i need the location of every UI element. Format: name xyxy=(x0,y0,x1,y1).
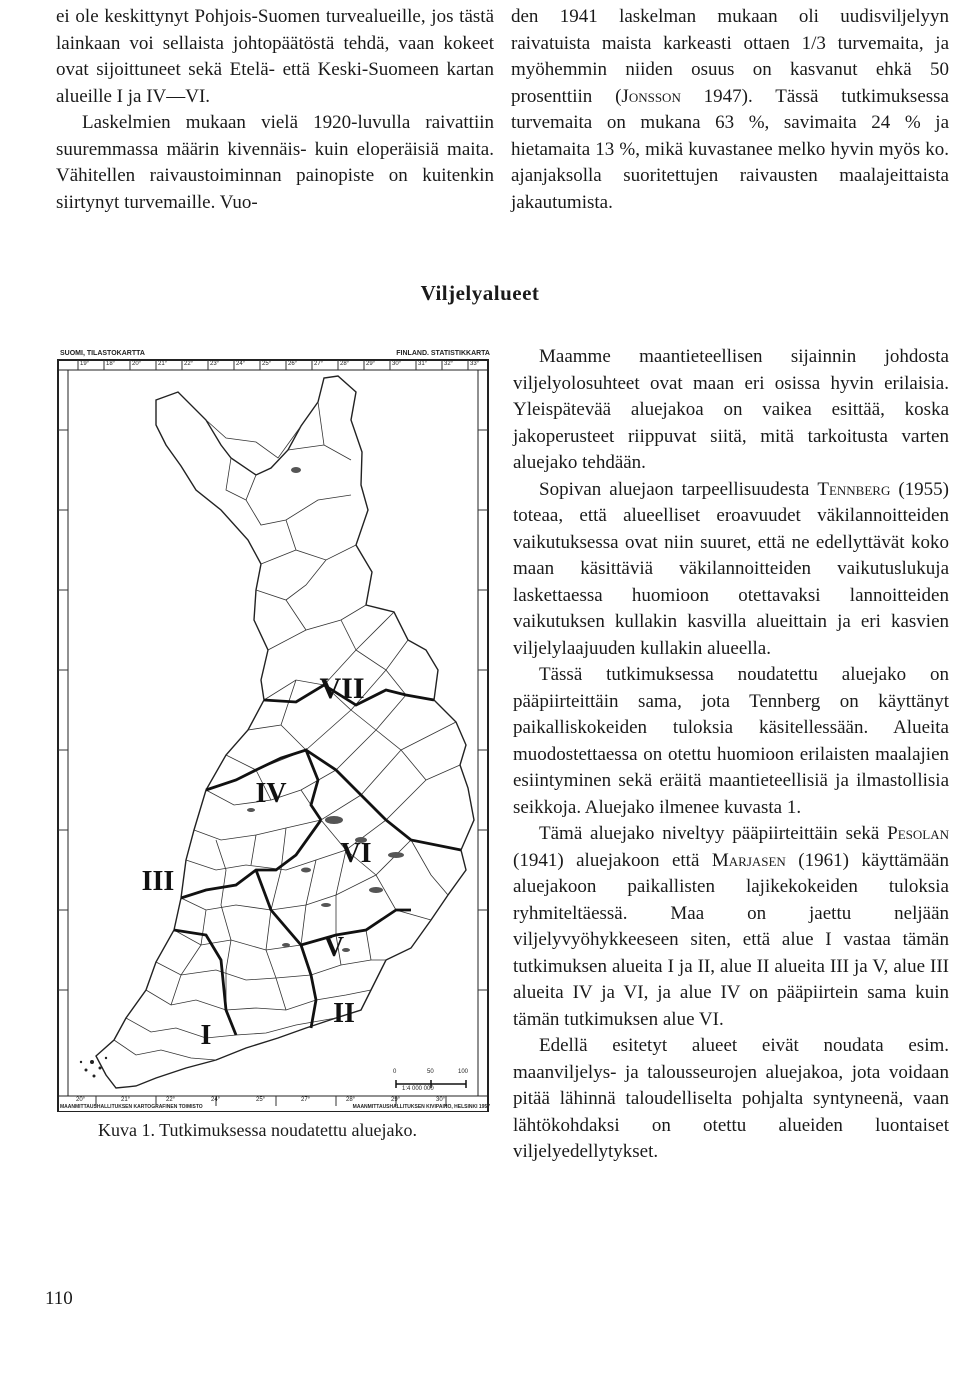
meridian-label-top: 18° xyxy=(106,361,116,367)
meridian-label-top: 24° xyxy=(236,361,246,367)
map-footer-right: MAANMITTAUSHALLITUKSEN KIVIPAINO, HELSINKI 1957 xyxy=(352,1104,490,1110)
paragraph-regions: Tässä tutkimuksessa noudatettu aluejako on pääpiirteittäin sama, jota Tennberg on käyttänyt paikalliskokeiden tuloksia käsitellessään. Alueita muodostettaessa on otettu huomioon erilaisten maalajien esiintyminen sekä eräitä maantieteellisiä ja ilmastollisia seikkoja. Aluejako ilmenee kuvasta 1. xyxy=(513,664,949,818)
region-vii-label: VII xyxy=(319,672,365,705)
meridian-label-bottom: 28° xyxy=(346,1097,356,1103)
paragraph-peat-share: den 1941 laskelman mukaan oli uudisviljelyyn raivatuista maista karkeasti ottaen 1/3 turvemaita, ja myöhemmin niiden osuus on kasvanut ehkä 50 prosenttiin (Jonsson 1947). Tässä tutkimuksessa turvemaita on mukana 63 %, savimaita 24 % ja hietamaita 13 %, mikä kuvastanee melko hyvin myös ko. ajanjaksolla suoritettujen raivausten maalajeittaista jakautumista. xyxy=(511,6,949,213)
meridian-label-bottom: 25° xyxy=(256,1097,266,1103)
scale-tick-0: 0 xyxy=(393,1069,397,1075)
meridian-label-top: 20° xyxy=(132,361,142,367)
meridian-label-bottom: 21° xyxy=(121,1097,131,1103)
map-header-left: SUOMI, TILASTOKARTTA xyxy=(60,350,145,357)
meridian-label-top: 33° xyxy=(470,361,480,367)
meridian-label-bottom: 27° xyxy=(301,1097,311,1103)
meridian-label-bottom: 24° xyxy=(211,1097,221,1103)
meridian-label-top: 22° xyxy=(184,361,194,367)
top-right-column xyxy=(511,4,949,216)
scale-tick-100: 100 xyxy=(458,1069,469,1075)
bottom-right-column xyxy=(513,344,949,1166)
meridian-label-top: 19° xyxy=(80,361,90,367)
meridian-label-top: 28° xyxy=(340,361,350,367)
meridian-label-bottom: 20° xyxy=(76,1097,86,1103)
meridian-label-top: 30° xyxy=(392,361,402,367)
section-heading: Viljelyalueet xyxy=(420,281,540,305)
author-citation: Marjasen xyxy=(711,849,786,871)
paragraph-continued: ei ole keskittynyt Pohjois-Suomen turvealueille, jos tästä lainkaan voi sellaista johtopäätöstä tehdä, vaan kokeet ovat sijoittuneet sekä Etelä- että Keski-Suomeen kartan alueille I ja IV—VI. xyxy=(56,6,494,107)
meridian-label-bottom: 22° xyxy=(166,1097,176,1103)
meridian-label-top: 26° xyxy=(288,361,298,367)
meridian-label-top: 32° xyxy=(444,361,454,367)
scale-tick-50: 50 xyxy=(427,1069,434,1075)
meridian-label-bottom: 30° xyxy=(436,1097,446,1103)
region-i-label: I xyxy=(200,1020,212,1051)
meridian-label-top: 21° xyxy=(158,361,168,367)
meridian-label-top: 25° xyxy=(262,361,272,367)
paragraph-tennberg: Sopivan aluejaon tarpeellisuudesta Tennberg (1955) toteaa, että alueelliset eroavuudet väkilannoitteiden vaikutuksessa ovat niin suuret, että ne edellyttävät koko maan käsittäviä väkilannoitteiden vaikutuslukuja laskettaessa huomioon otettavaksi lannoitteiden vaikutuksen kullakin kasvilla alueittain ja eri kasvien viljelylaajuuden kullakin alueella. xyxy=(513,478,950,659)
meridian-label-top: 23° xyxy=(210,361,220,367)
paragraph-conditions: Maamme maantieteellisen sijainnin johdosta viljelyolosuhteet ovat maan eri osissa hyvin erilaisia. Yleispätevää aluejakoa on vaikea esittää, koska jakoperusteet riippuvat siitä, mitä tarkoitusta varten aluejako tehdään. xyxy=(513,346,949,473)
map-header-right: FINLAND. STATISTIKKARTA xyxy=(396,350,490,357)
figure-map xyxy=(56,350,494,1112)
author-citation: Pesolan xyxy=(887,823,949,844)
region-iv-label: IV xyxy=(255,778,287,809)
meridian-label-top: 29° xyxy=(366,361,376,367)
region-ii-label: II xyxy=(333,998,355,1029)
region-iii-label: III xyxy=(141,866,175,897)
meridian-label-top: 31° xyxy=(418,361,428,367)
region-vi-label: VI xyxy=(340,838,372,869)
author-citation: Jonsson xyxy=(621,85,681,107)
author-citation: Tennberg xyxy=(817,478,891,500)
map-footer-left: MAANMITTAUSHALLITUKSEN KARTOGRAFINEN TOIMISTO xyxy=(60,1104,203,1110)
paragraph-clearing-history: Laskelmien mukaan vielä 1920-luvulla raivattiin suuremmassa määrin kivennäis- kuin eloperäisiä maita. Vähitellen raivaustoiminnan painopiste on kuitenkin siirtynyt turvemaille. Vuo- xyxy=(56,112,494,213)
top-left-column xyxy=(56,4,494,216)
paragraph-conclusion: Edellä esitetyt alueet eivät noudata esim. maanviljelys- ja talousseurojen aluejakoa, jota voidaan pitää lähinnä taloudelliselta pohjalta syntyneenä, vaan lähtökohdaksi on otettu alueiden luontaiset viljelyedellytykset. xyxy=(513,1035,949,1162)
paragraph-pesola: Tämä aluejako niveltyy pääpiirteittäin sekä Pesolan (1941) aluejakoon että Marjasen (1961) käyttämään aluejakoon paikallisten lajikekokeiden tuloksia ryhmiteltäessä. Maa on jaettu neljään viljelyvyöhykkeeseen siten, että alue I vastaa tämän tutkimuksen alueita I ja II, alue II alueita III ja V, alue III alueita IV ja VI, ja alue IV on pääpiirtein sama kuin tämän tutkimuksen alue VI. xyxy=(513,823,949,1030)
meridian-label-top: 27° xyxy=(314,361,324,367)
figure-caption: Kuva 1. Tutkimuksessa noudatettu aluejako. xyxy=(98,1120,417,1140)
finland-region-map xyxy=(56,350,494,1112)
map-scale-label: 1:4 000 000 xyxy=(402,1086,434,1092)
page-number: 110 xyxy=(45,1288,73,1309)
meridian-label-bottom: 29° xyxy=(391,1097,401,1103)
region-v-label: V xyxy=(323,932,345,963)
